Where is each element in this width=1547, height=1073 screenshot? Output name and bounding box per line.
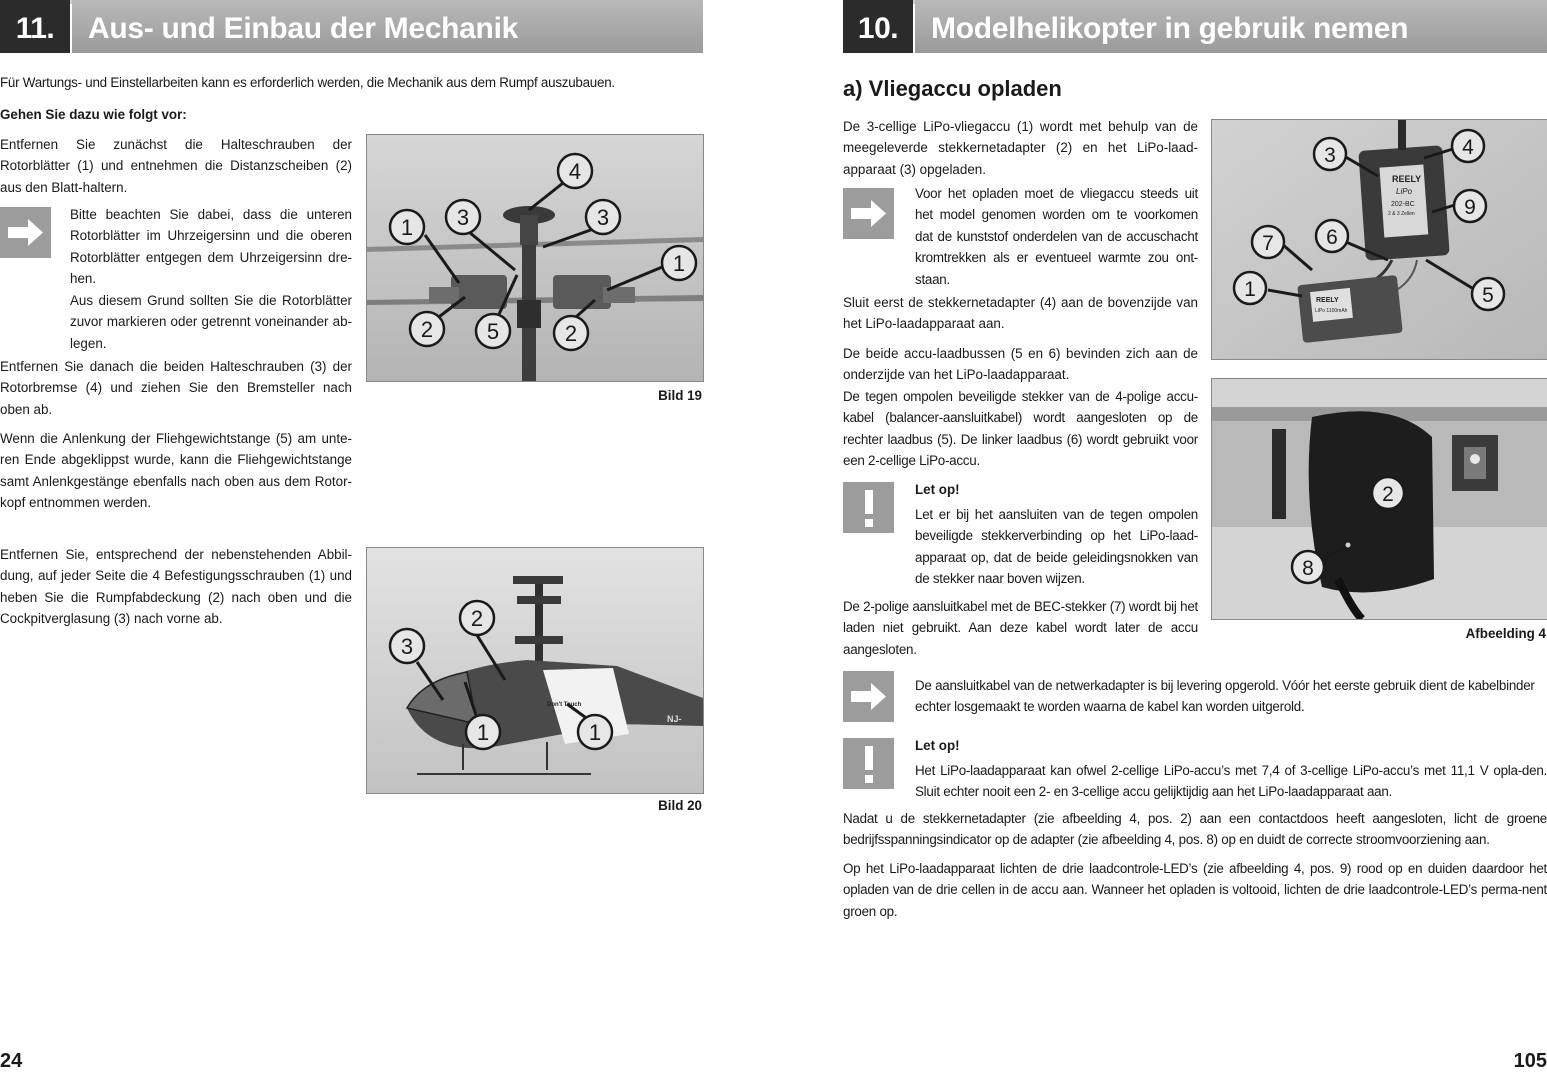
arrow-icon [0, 207, 51, 258]
section-header-left [0, 0, 703, 53]
fuselage-text: Don't Touch [547, 702, 582, 708]
fig-label: 1 [588, 720, 602, 745]
warning-text: Het LiPo-laadapparaat kan ofwel 2-cellige LiPo-accu’s met 7,4 of 3-cellige LiPo-accu’s met 11,1 V opla-den. Sluit echter nooit een 2- en 3-cellige accu gelijktijdig aan het LiPo-laadapparaat aan. [915, 763, 1547, 800]
fig-label: 1 [476, 720, 490, 745]
fig-label: 3 [596, 205, 610, 230]
figure-caption: Bild 19 [658, 388, 702, 403]
arrow-icon [843, 671, 894, 722]
fig-label: 1 [672, 251, 686, 276]
charger-text: 202-BC [1391, 201, 1415, 208]
hint-text: Bitte beachten Sie dabei, dass die unteren Rotorblätter im Uhrzeigersinn und die oberen Rotorblätter entgegen dem Uhrzeigersinn dre-hen. [70, 207, 352, 287]
fig-label: 2 [564, 321, 578, 346]
section-number: 11. [0, 0, 70, 53]
charger-photo [1211, 119, 1547, 360]
fig-label: 3 [400, 634, 414, 659]
fig-label: 2 [420, 317, 434, 342]
warning-title: Let op! [915, 738, 960, 753]
fig-label: 3 [1324, 144, 1336, 167]
fig-label: 1 [1244, 278, 1256, 301]
fig-label: 8 [1302, 557, 1314, 580]
paragraph: Entfernen Sie zunächst die Halteschrauben der Rotorblätter (1) und entnehmen die Distanzscheiben (2) aus den Blatt-haltern. [0, 137, 352, 195]
paragraph: De tegen ompolen beveiligde stekker van de 4-polige accu-kabel (balancer-aansluitkabel) wordt aangesloten op de rechter laadbus (5). De linker laadbus (6) wordt gebruikt voor een 2-cellige LiPo-accu. [843, 389, 1198, 469]
paragraph: Sluit eerst de stekkernetadapter (4) aan de bovenzijde van het LiPo-laadapparaat aan. [843, 295, 1198, 332]
subheading: a) Vliegaccu opladen [843, 76, 1062, 101]
fig-label: 9 [1464, 196, 1476, 219]
warning-text: Let er bij het aansluiten van de tegen ompolen beveiligde stekkerverbinding op het LiPo-laad-apparaat op, dat de beide geleidingsnokken van de stekker naar boven wijzen. [915, 507, 1198, 587]
paragraph: De 2-polige aansluitkabel met de BEC-stekker (7) wordt bij het laden niet gebruikt. Aan deze kabel wordt later de accu aangesloten. [843, 599, 1198, 657]
charger-text: LiPo [1396, 187, 1413, 196]
right-page [843, 0, 1547, 1073]
left-page [0, 0, 703, 1073]
fuselage-text: NJ- [667, 714, 682, 724]
intro-text: Für Wartungs- und Einstellarbeiten kann es erforderlich werden, die Mechanik aus dem Rumpf auszubauen. [0, 75, 615, 90]
paragraph: De beide accu-laadbussen (5 en 6) bevinden zich aan de onderzijde van het LiPo-laadapparaat. [843, 346, 1198, 383]
fig-label: 2 [1382, 483, 1394, 506]
section-header-right [843, 0, 1547, 53]
battery-text: LiPo 1100mAh [1315, 308, 1348, 314]
charger-text: 2 & 3 Zellen [1388, 211, 1415, 217]
paragraph: Op het LiPo-laadapparaat lichten de drie laadcontrole-LED’s (zie afbeelding 4, pos. 9) rood op en duiden daardoor het opladen van de drie cellen in de accu aan. Wanneer het opladen is voltooid, lichten de drie laadcontrole-LED’s perma-nent groen op. [843, 861, 1547, 919]
hint-text: Voor het opladen moet de vliegaccu steeds uit het model genomen worden om te voorkomen dat de kunststof onderdelen van de accuschacht kromtrekken als er eventueel warmte zou ont-staan. [915, 186, 1198, 287]
hint-text: Aus diesem Grund sollten Sie die Rotorblätter zuvor markieren oder getrennt voneinander ab-legen. [70, 293, 352, 351]
arrow-icon [843, 188, 894, 239]
warning-icon [843, 482, 894, 533]
paragraph: Entfernen Sie danach die beiden Halteschrauben (3) der Rotorbremse (4) und ziehen Sie den Bremsteller nach oben ab. [0, 359, 352, 417]
paragraph: De 3-cellige LiPo-vliegaccu (1) wordt met behulp van de meegeleverde stekkernetadapter (2) en het LiPo-laad-apparaat (3) opgeladen. [843, 119, 1198, 177]
fig-label: 7 [1262, 232, 1274, 255]
page-number: 24 [0, 1050, 23, 1072]
fig-label: 6 [1326, 226, 1338, 249]
figure-caption: Bild 20 [658, 798, 702, 813]
fig-label: 5 [486, 319, 500, 344]
paragraph: Nadat u de stekkernetadapter (zie afbeelding 4, pos. 2) aan een contactdoos heeft aangesloten, licht de groene bedrijfsspanningsindicator op de adapter (zie afbeelding 4, pos. 8) op en duidt de correcte stroomvoorziening aan. [843, 811, 1547, 848]
section-number: 10. [843, 0, 913, 53]
rotor-head-photo [366, 134, 704, 382]
fig-label: 4 [1462, 136, 1474, 159]
warning-title: Let op! [915, 482, 960, 497]
steps-heading: Gehen Sie dazu wie folgt vor: [0, 107, 187, 122]
paragraph: Entfernen Sie, entsprechend der nebenstehenden Abbil-dung, auf jeder Seite die 4 Befestigungsschrauben (1) und heben Sie die Rumpfabdeckung (2) nach oben und die Cockpitverglasung (3) nach vorne ab. [0, 547, 352, 627]
helicopter-photo [366, 547, 704, 794]
fig-label: 5 [1482, 284, 1494, 307]
fig-label: 3 [456, 205, 470, 230]
paragraph: Wenn die Anlenkung der Fliehgewichtstange (5) am unte-ren Ende abgeklippst wurde, kann die Fliehgewichtstange samt Anlenkgestänge ebenfalls nach oben aus dem Rotor-kopf entnommen werden. [0, 431, 352, 511]
fig-label: 4 [568, 159, 582, 184]
figure-caption: Afbeelding 4 [1465, 626, 1546, 641]
battery-text: REELY [1316, 297, 1339, 304]
fig-label: 1 [400, 215, 414, 240]
section-title: Aus- und Einbau der Mechanik [72, 0, 703, 53]
section-title: Modelhelikopter in gebruik nemen [915, 0, 1547, 53]
hint-text: De aansluitkabel van de netwerkadapter is bij levering opgerold. Vóór het eerste gebruik dient de kabelbinder echter losgemaakt te worden waarna de kabel kan worden uitgerold. [915, 678, 1535, 715]
fig-label: 2 [470, 606, 484, 631]
warning-icon [843, 738, 894, 789]
power-adapter-photo [1211, 378, 1547, 620]
charger-brand: REELY [1392, 174, 1422, 184]
page-number: 105 [1513, 1050, 1547, 1072]
